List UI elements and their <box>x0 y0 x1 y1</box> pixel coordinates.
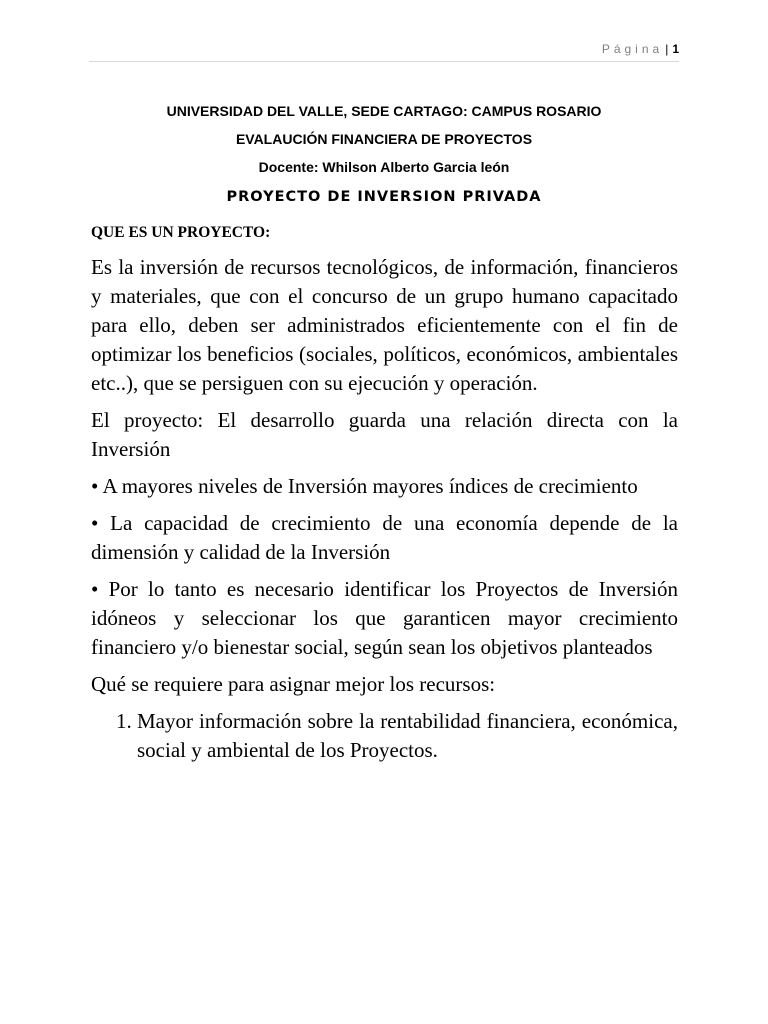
paragraph-development: El proyecto: El desarrollo guarda una relación directa con la Inversión <box>91 408 678 461</box>
bullet-investment-levels: • A mayores niveles de Inversión mayores índices de crecimiento <box>91 474 638 498</box>
requirements-list <box>91 707 678 765</box>
header-separator: | <box>665 42 669 56</box>
list-item: 1. Mayor información sobre la rentabilidad financiera, económica, social y ambiental de los Proyectos. <box>137 707 678 765</box>
document-body <box>91 253 678 765</box>
teacher-heading: Docente: Whilson Alberto Garcia león <box>258 159 510 175</box>
page-header <box>602 42 679 56</box>
paragraph-definition: Es la inversión de recursos tecnológicos, de información, financieros y materiales, que con el concurso de un grupo humano capacitado para ello, deben ser administrados eficientemente con el fin de optimizar los beneficios (sociales, políticos, económicos, ambientales etc..), que se persiguen con su ejecución y operación. <box>91 255 678 395</box>
bullet-growth-capacity: • La capacidad de crecimiento de una economía depende de la dimensión y calidad de la Inversión <box>91 511 678 564</box>
document-title: PROYECTO DE INVERSION PRIVADA <box>226 189 542 205</box>
page-word: Página <box>601 42 664 56</box>
course-heading: EVALAUCIÓN FINANCIERA DE PROYECTOS <box>235 131 533 147</box>
bullet-identify-projects: • Por lo tanto es necesario identificar los Proyectos de Inversión idóneos y seleccionar los que garanticen mayor crecimiento financiero y/o bienestar social, según sean los objetivos planteados <box>91 577 678 659</box>
section-heading: QUE ES UN PROYECTO: <box>91 224 271 241</box>
paragraph-requirements: Qué se requiere para asignar mejor los recursos: <box>91 672 496 696</box>
university-heading: UNIVERSIDAD DEL VALLE, SEDE CARTAGO: CAMPUS ROSARIO <box>166 103 602 119</box>
page-number: 1 <box>672 42 679 56</box>
header-rule <box>89 61 679 62</box>
